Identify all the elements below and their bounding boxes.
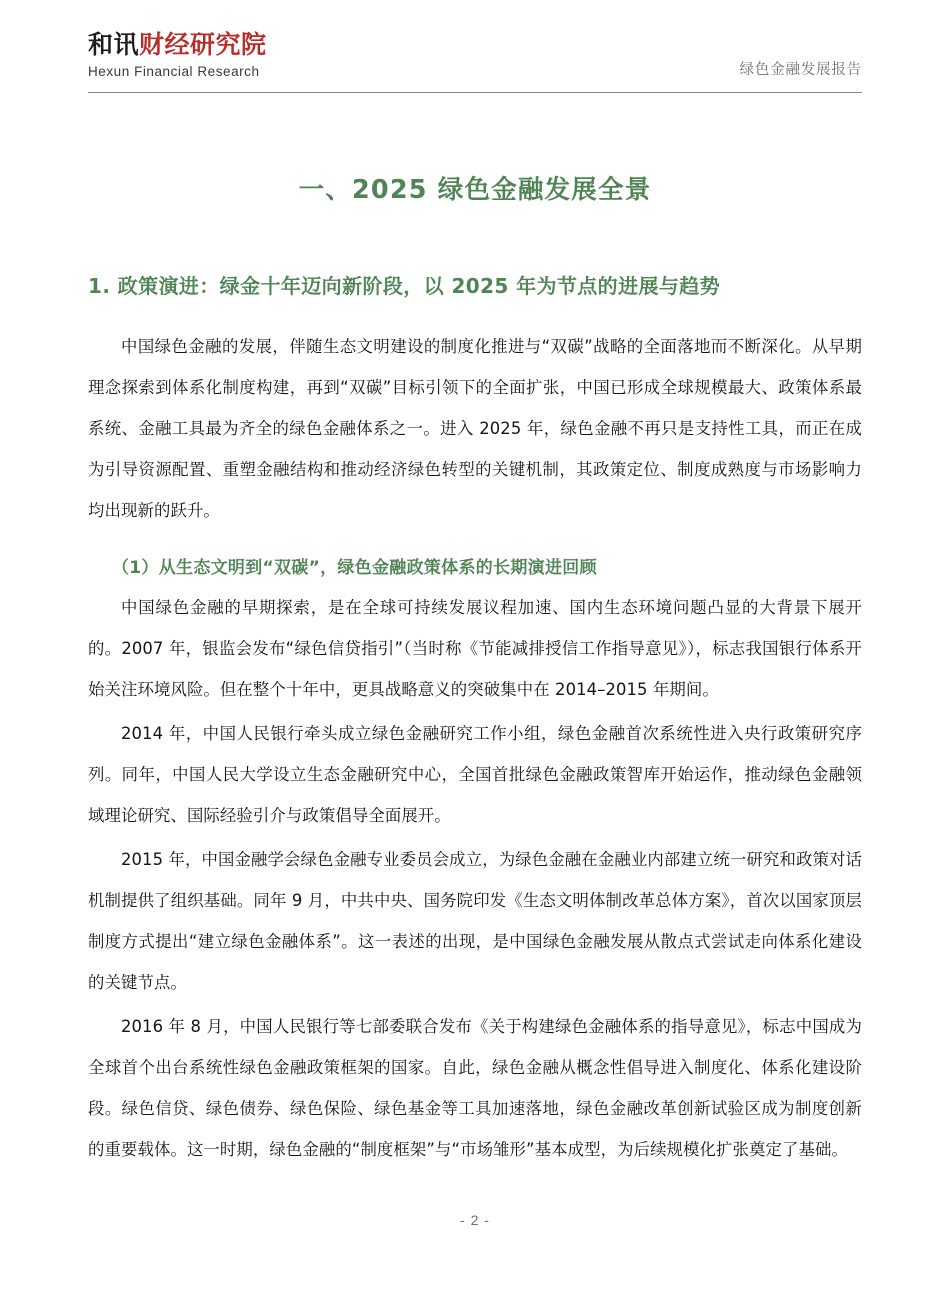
brand-logo — [88, 30, 267, 80]
document-content — [88, 150, 862, 1170]
intro-paragraph: 中国绿色金融的发展，伴随生态文明建设的制度化推进与“双碳”战略的全面落地而不断深化。从早期理念探索到体系化制度构建，再到“双碳”目标引领下的全面扩张，中国已形成全球规模最大、政策体系最系统、金融工具最为齐全的绿色金融体系之一。进入 2025 年，绿色金融不再只是支持性工具，而正在成为引导资源配置、重塑金融结构和推动经济绿色转型的关键机制，其政策定位、制度成熟度与市场影响力均出现新的跃升。 — [88, 337, 862, 520]
brand-logo-english: Hexun Financial Research — [88, 64, 260, 79]
body-paragraph: 2014 年，中国人民银行牵头成立绿色金融研究工作小组，绿色金融首次系统性进入央行政策研究序列。同年，中国人民大学设立生态金融研究中心，全国首批绿色金融政策智库开始运作，推动绿色金融领域理论研究、国际经验引介与政策倡导全面展开。 — [88, 724, 862, 825]
header-document-title: 绿色金融发展报告 — [739, 62, 862, 78]
brand-logo-chinese — [88, 30, 267, 60]
body-paragraph: 中国绿色金融的早期探索，是在全球可持续发展议程加速、国内生态环境问题凸显的大背景下展开的。2007 年，银监会发布“绿色信贷指引”（当时称《节能减排授信工作指导意见》），标志我国银行体系开始关注环境风险。但在整个十年中，更具战略意义的突破集中在 2014–2015 年期间。 — [88, 598, 862, 699]
page-number: - 2 - — [460, 1212, 490, 1228]
brand-logo-chinese-dark: 和讯 — [88, 30, 140, 59]
page-title: 一、2025 绿色金融发展全景 — [298, 175, 652, 205]
brand-logo-chinese-red: 财经研究院 — [139, 30, 267, 59]
page-header — [88, 30, 862, 92]
body-paragraph: 2015 年，中国金融学会绿色金融专业委员会成立，为绿色金融在金融业内部建立统一研究和政策对话机制提供了组织基础。同年 9 月，中共中央、国务院印发《生态文明体制改革总体方案》，首次以国家顶层制度方式提出“建立绿色金融体系”。这一表述的出现，是中国绿色金融发展从散点式尝试走向体系化建设的关键节点。 — [88, 850, 862, 992]
subsection-heading: 1. 政策演进：绿金十年迈向新阶段，以 2025 年为节点的进展与趋势 — [88, 274, 721, 298]
header-divider-rule — [88, 92, 862, 93]
page-footer — [0, 1212, 950, 1228]
body-paragraph: 2016 年 8 月，中国人民银行等七部委联合发布《关于构建绿色金融体系的指导意见》，标志中国成为全球首个出台系统性绿色金融政策框架的国家。自此，绿色金融从概念性倡导进入制度化、体系化建设阶段。绿色信贷、绿色债券、绿色保险、绿色基金等工具加速落地，绿色金融改革创新试验区成为制度创新的重要载体。这一时期，绿色金融的“制度框架”与“市场雏形”基本成型，为后续规模化扩张奠定了基础。 — [88, 1017, 862, 1159]
subsubsection-heading: （1）从生态文明到“双碳”，绿色金融政策体系的长期演进回顾 — [112, 558, 597, 578]
